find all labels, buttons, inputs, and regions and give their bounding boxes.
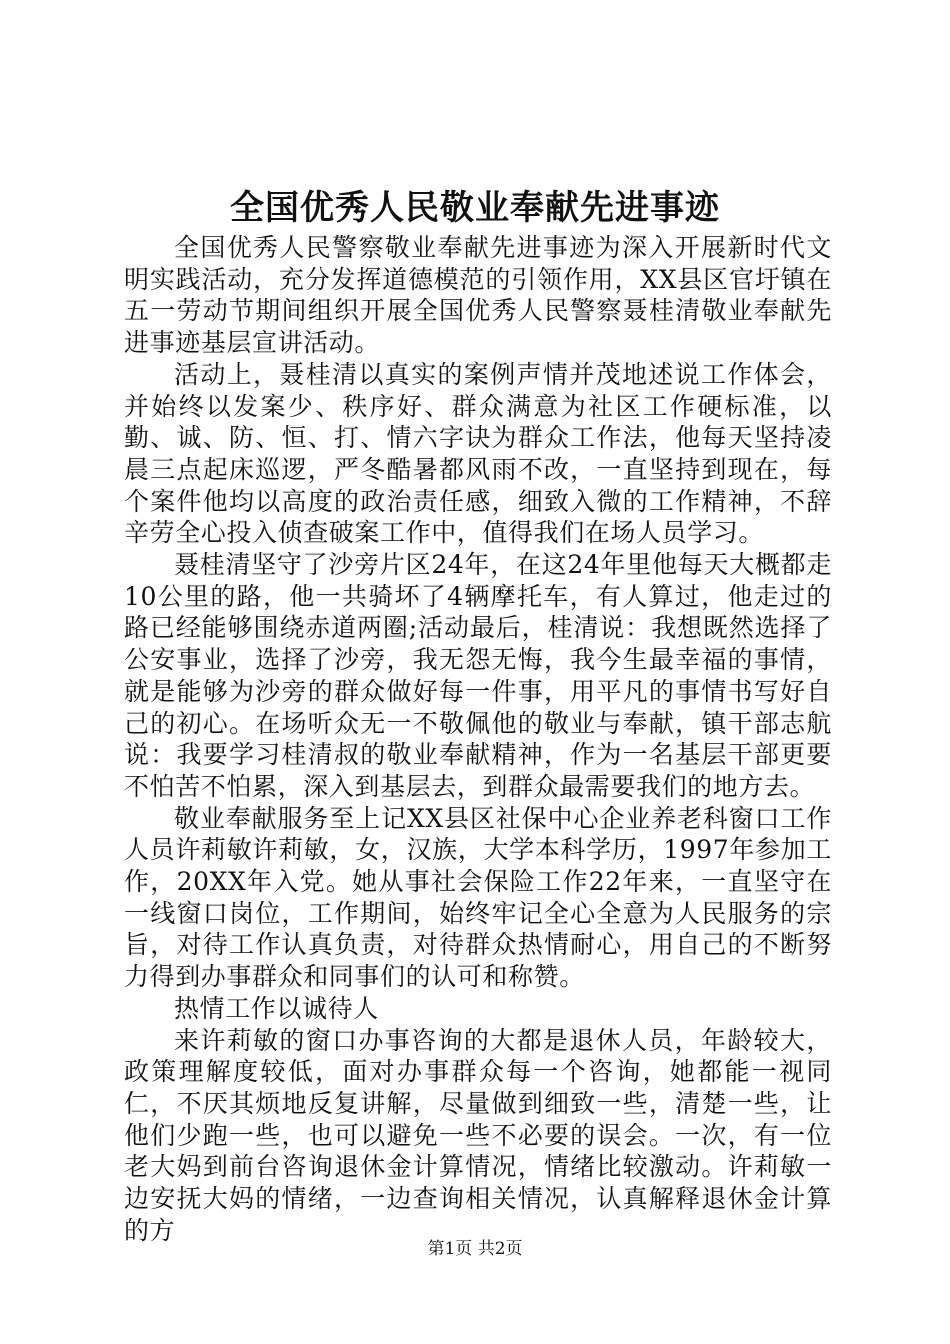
document-title: 全国优秀人民敬业奉献先进事迹 [230,188,720,228]
page-footer: 第1页 共2页 [427,1239,523,1259]
paragraph-intro: 全国优秀人民警察敬业奉献先进事迹为深入开展新时代文明实践活动，充分发挥道德模范的引领作用，XX县区官圩镇在五一劳动节期间组织开展全国优秀人民警察聂桂清敬业奉献先进事迹基层宣讲活动。 [124,233,832,358]
paragraph-window-service: 来许莉敏的窗口办事咨询的大都是退休人员，年龄较大，政策理解度较低，面对办事群众每一个咨询，她都能一视同仁，不厌其烦地反复讲解，尽量做到细致一些，清楚一些，让他们少跑一些，也可以避免一些不必要的误会。一次，有一位老大妈到前台咨询退休金计算情况，情绪比较激动。许莉敏一边安抚大妈的情绪，一边查询相关情况，认真解释退休金计算的方 [124,1025,832,1245]
paragraph-xu-limin: 敬业奉献服务至上记XX县区社保中心企业养老科窗口工作人员许莉敏许莉敏，女，汉族，大学本科学历，1997年参加工作，20XX年入党。她从事社会保险工作22年来，一直坚守在一线窗口岗位，工作期间，始终牢记全心全意为人民服务的宗旨，对待工作认真负责，对待群众热情耐心，用自己的不断努力得到办事群众和同事们的认可和称赞。 [124,803,832,992]
document-body [124,232,832,1247]
paragraph-activity: 活动上，聂桂清以真实的案例声情并茂地述说工作体会，并始终以发案少、秩序好、群众满意为社区工作硬标准，以勤、诚、防、恒、打、情六字诀为群众工作法，他每天坚持凌晨三点起床巡逻，严冬酷暑都风雨不改，一直坚持到现在，每个案件他均以高度的政治责任感，细致入微的工作精神，不辞辛劳全心投入侦查破案工作中，值得我们在场人员学习。 [124,359,832,548]
section-heading: 热情工作以诚待人 [174,993,379,1023]
paragraph-nie-guiqing: 聂桂清坚守了沙旁片区24年，在这24年里他每天大概都走10公里的路，他一共骑坏了4辆摩托车，有人算过，他走过的路已经能够围绕赤道两圈;活动最后，桂清说：我想既然选择了公安事业，选择了沙旁，我无怨无悔，我今生最幸福的事情，就是能够为沙旁的群众做好每一件事，用平凡的事情书写好自己的初心。在场听众无一不敬佩他的敬业与奉献，镇干部志航说：我要学习桂清叔的敬业奉献精神，作为一名基层干部更要不怕苦不怕累，深入到基层去，到群众最需要我们的地方去。 [124,550,832,801]
